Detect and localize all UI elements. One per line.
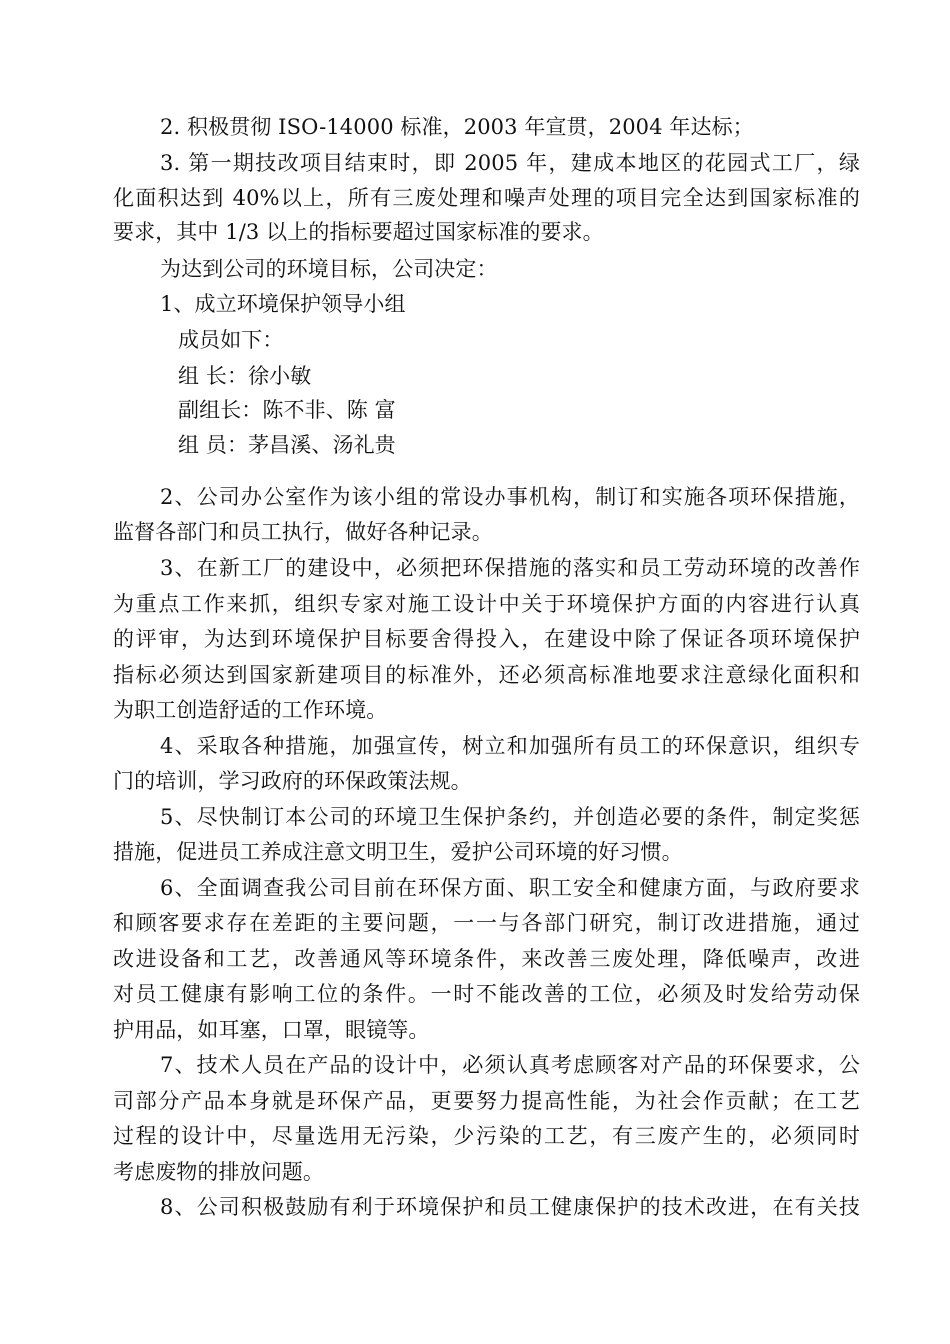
line-members-heading: 成员如下： bbox=[178, 328, 284, 352]
line-item-1: 1、成立环境保护领导小组 bbox=[160, 292, 406, 316]
line-goal-3-b: 化面积达到 40%以上，所有三废处理和噪声处理的项目完全达到国家标准的 bbox=[113, 186, 860, 210]
line-item-3-a: 3、在新工厂的建设中，必须把环保措施的落实和员工劳动环境的改善作 bbox=[160, 556, 860, 580]
line-item-7-b: 司部分产品本身就是环保产品，更要努力提高性能，为社会作贡献；在工艺 bbox=[113, 1089, 860, 1113]
line-item-6-b: 和顾客要求存在差距的主要问题，一一与各部门研究，制订改进措施，通过 bbox=[113, 911, 860, 935]
line-item-8-a: 8、公司积极鼓励有利于环境保护和员工健康保护的技术改进，在有关技 bbox=[160, 1195, 860, 1219]
line-decision-intro: 为达到公司的环境目标，公司决定： bbox=[160, 257, 498, 281]
line-member-members: 组 员：茅昌溪、汤礼贵 bbox=[178, 433, 396, 457]
line-goal-3-a: 3. 第一期技改项目结束时，即 2005 年，建成本地区的花园式工厂，绿 bbox=[160, 151, 860, 175]
line-member-leader: 组 长：徐小敏 bbox=[178, 364, 312, 388]
line-goal-3-c: 要求，其中 1/3 以上的指标要超过国家标准的要求。 bbox=[113, 220, 604, 244]
line-item-6-e: 护用品，如耳塞，口罩，眼镜等。 bbox=[113, 1018, 430, 1042]
line-item-2-a: 2、公司办公室作为该小组的常设办事机构，制订和实施各项环保措施， bbox=[160, 485, 860, 509]
line-item-5-a: 5、尽快制订本公司的环境卫生保护条约，并创造必要的条件，制定奖惩 bbox=[160, 805, 860, 829]
line-item-7-c: 过程的设计中，尽量选用无污染，少污染的工艺，有三废产生的，必须同时 bbox=[113, 1124, 860, 1148]
line-item-5-b: 措施，促进员工养成注意文明卫生，爱护公司环境的好习惯。 bbox=[113, 840, 683, 864]
line-item-2-b: 监督各部门和员工执行，做好各种记录。 bbox=[113, 520, 493, 544]
line-item-6-d: 对员工健康有影响工位的条件。一时不能改善的工位，必须及时发给劳动保 bbox=[113, 982, 860, 1006]
line-item-4-a: 4、采取各种措施，加强宣传，树立和加强所有员工的环保意识，组织专 bbox=[160, 734, 860, 758]
line-item-4-b: 门的培训，学习政府的环保政策法规。 bbox=[113, 769, 472, 793]
line-goal-2: 2. 积极贯彻 ISO-14000 标准，2003 年宣贯，2004 年达标； bbox=[160, 115, 754, 139]
line-item-6-c: 改进设备和工艺，改善通风等环境条件，来改善三废处理，降低噪声，改进 bbox=[113, 947, 860, 971]
line-item-3-b: 为重点工作来抓，组织专家对施工设计中关于环境保护方面的内容进行认真 bbox=[113, 592, 860, 616]
line-item-7-a: 7、技术人员在产品的设计中，必须认真考虑顾客对产品的环保要求，公 bbox=[160, 1053, 860, 1077]
line-item-3-e: 为职工创造舒适的工作环境。 bbox=[113, 698, 388, 722]
line-item-3-d: 指标必须达到国家新建项目的标准外，还必须高标准地要求注意绿化面积和 bbox=[113, 663, 860, 687]
line-item-7-d: 考虑废物的排放问题。 bbox=[113, 1160, 324, 1184]
line-member-deputy: 副组长：陈不非、陈 富 bbox=[178, 398, 396, 422]
line-item-6-a: 6、全面调查我公司目前在环保方面、职工安全和健康方面，与政府要求 bbox=[160, 876, 860, 900]
line-item-3-c: 的评审，为达到环境保护目标要舍得投入，在建设中除了保证各项环境保护 bbox=[113, 627, 860, 651]
